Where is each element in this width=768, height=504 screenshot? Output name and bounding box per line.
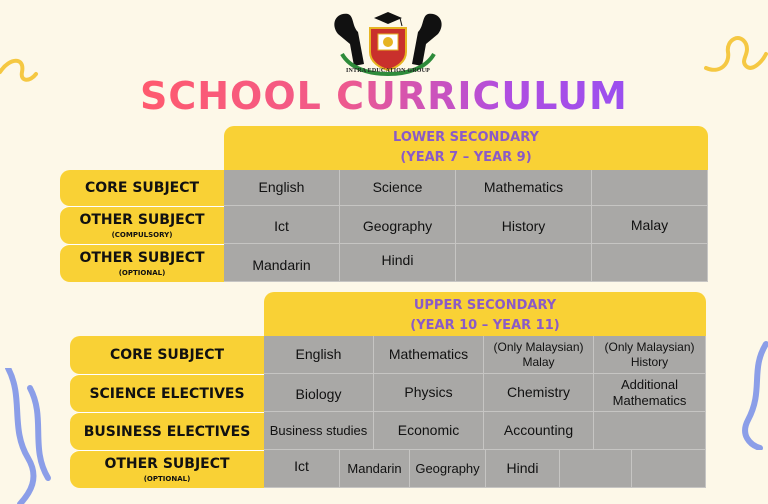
subject-cell: Chemistry [484,374,594,412]
row-label: CORE SUBJECT [109,347,225,363]
subject-cell: Business studies [264,412,374,450]
upper-label-other-optional [70,450,264,488]
row-sublabel: (OPTIONAL) [118,268,166,277]
subject-cell: (Only Malaysian) History [594,336,706,374]
subject-cell: Hindi [486,450,560,488]
subject-cell [560,450,632,488]
row-sublabel: (OPTIONAL) [143,474,191,483]
page-title: SCHOOL CURRICULUM [140,74,628,118]
subject-cell: Geography [410,450,486,488]
upper-secondary-banner [264,292,706,336]
yellow-squiggle-left-icon [0,52,40,92]
subject-cell: History [456,206,592,244]
subject-cell: Ict [224,206,340,244]
subject-cell: Mandarin [224,244,340,282]
subject-cell: Additional Mathematics [594,374,706,412]
subject-cell: English [224,170,340,206]
upper-label-science [70,374,264,412]
subject-cell [456,244,592,282]
subject-cell: Mathematics [374,336,484,374]
row-label: OTHER SUBJECT [79,249,205,266]
lower-label-other-compulsory [60,206,224,244]
subject-cell: Mandarin [340,450,410,488]
subject-cell: (Only Malaysian) Malay [484,336,594,374]
subject-cell: Hindi [340,244,456,282]
subject-cell: English [264,336,374,374]
subject-cell [592,170,708,206]
upper-banner-years: (YEAR 10 – YEAR 11) [410,318,560,333]
subject-cell: Ict [264,450,340,488]
blue-squiggle-right-icon [730,340,768,450]
subject-cell: Mathematics [456,170,592,206]
subject-cell: Geography [340,206,456,244]
blue-squiggle-left-icon [0,368,64,504]
subject-cell [592,244,708,282]
yellow-squiggle-right-icon [700,24,768,78]
upper-banner-title: UPPER SECONDARY [413,298,557,313]
logo-text: INTRA EDUCATION GROUP [345,68,431,74]
row-label: BUSINESS ELECTIVES [83,423,251,440]
row-label: OTHER SUBJECT [104,455,230,472]
lower-banner-years: (YEAR 7 – YEAR 9) [400,150,532,165]
subject-cell: Malay [592,206,708,244]
row-label: SCIENCE ELECTIVES [89,385,245,402]
subject-cell: Science [340,170,456,206]
lower-label-core [60,170,224,206]
row-label: OTHER SUBJECT [79,211,205,228]
upper-label-business [70,412,264,450]
subject-cell [594,412,706,450]
lower-label-other-optional [60,244,224,282]
subject-cell [632,450,706,488]
subject-cell: Biology [264,374,374,412]
lower-banner-title: LOWER SECONDARY [393,130,539,145]
row-sublabel: (COMPULSORY) [111,230,173,239]
upper-label-core [70,336,264,374]
subject-cell: Accounting [484,412,594,450]
row-label: CORE SUBJECT [84,180,200,196]
lower-secondary-banner [224,126,708,170]
subject-cell: Economic [374,412,484,450]
subject-cell: Physics [374,374,484,412]
